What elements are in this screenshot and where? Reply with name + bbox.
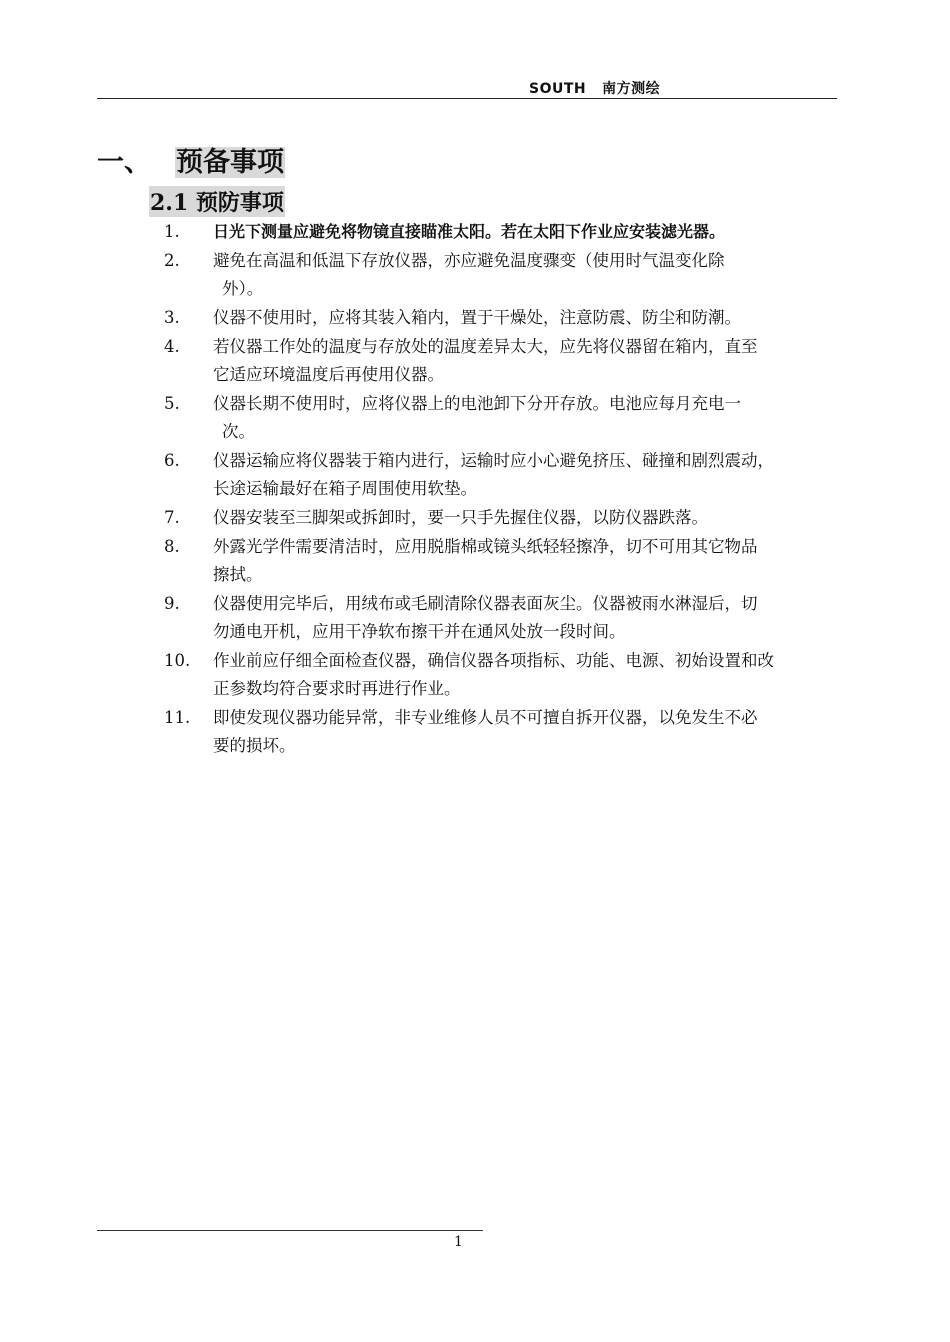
chapter-title: 预备事项	[176, 147, 284, 178]
list-item-number: 1.	[164, 222, 180, 241]
list-item	[0, 504, 950, 532]
list-item-text	[213, 218, 845, 246]
list-item-line: 擦拭。	[213, 565, 263, 584]
section-heading: 2.1 预防事项	[149, 186, 285, 217]
list-item	[0, 304, 950, 332]
list-item-line: 避免在高温和低温下存放仪器，亦应避免温度骤变（使用时气温变化除	[213, 251, 725, 270]
list-item-number: 3.	[164, 308, 180, 327]
list-item-number: 2.	[164, 251, 180, 270]
list-item-line: 作业前应仔细全面检查仪器，确信仪器各项指标、功能、电源、初始设置和改	[213, 651, 774, 670]
list-item-text	[213, 590, 845, 646]
list-item-text	[213, 704, 845, 760]
list-item	[0, 590, 950, 646]
list-item	[0, 533, 950, 589]
list-item-text	[213, 533, 845, 589]
list-item	[0, 647, 950, 703]
list-item-line: 正参数均符合要求时再进行作业。	[213, 679, 461, 698]
list-item-line: 即使发现仪器功能异常，非专业维修人员不可擅自拆开仪器，以免发生不必	[213, 708, 758, 727]
list-item-text	[213, 390, 845, 446]
list-item-number: 11.	[164, 708, 191, 727]
list-item-text	[213, 447, 845, 503]
list-item-number: 7.	[164, 508, 180, 527]
precautions-list	[0, 218, 950, 761]
brand-cn: 南方测绘	[602, 81, 661, 97]
list-item-line: 它适应环境温度后再使用仪器。	[213, 365, 444, 384]
list-item-number: 10.	[164, 651, 191, 670]
list-item-number: 4.	[164, 337, 180, 356]
page-number: 1	[454, 1234, 463, 1250]
list-item-number: 6.	[164, 451, 180, 470]
list-item-line: 日光下测量应避免将物镜直接瞄准太阳。若在太阳下作业应安装滤光器。	[213, 222, 726, 241]
list-item-line: 仪器安装至三脚架或拆卸时，要一只手先握住仪器，以防仪器跌落。	[213, 508, 708, 527]
list-item-number: 5.	[164, 394, 180, 413]
list-item-line: 若仪器工作处的温度与存放处的温度差异太大，应先将仪器留在箱内，直至	[213, 337, 758, 356]
list-item	[0, 447, 950, 503]
list-item-line: 仪器使用完毕后，用绒布或毛刷清除仪器表面灰尘。仪器被雨水淋湿后，切	[213, 594, 758, 613]
list-item-text	[213, 304, 845, 332]
list-item-text	[213, 333, 845, 389]
list-item-line: 勿通电开机，应用干净软布擦干并在通风处放一段时间。	[213, 622, 626, 641]
list-item	[0, 218, 950, 246]
list-item	[0, 390, 950, 446]
list-item	[0, 333, 950, 389]
page-header	[97, 76, 837, 99]
chapter-number: 一、	[97, 147, 151, 178]
footer-divider	[97, 1230, 483, 1231]
list-item-line: 仪器运输应将仪器装于箱内进行，运输时应小心避免挤压、碰撞和剧烈震动，	[213, 451, 774, 470]
list-item	[0, 247, 950, 303]
list-item-line: 外）。	[222, 279, 264, 298]
list-item-line: 外露光学件需要清洁时，应用脱脂棉或镜头纸轻轻擦净，切不可用其它物品	[213, 537, 758, 556]
list-item-text	[213, 647, 845, 703]
header-brand	[529, 78, 660, 98]
list-item	[0, 704, 950, 760]
list-item-number: 8.	[164, 537, 180, 556]
list-item-number: 9.	[164, 594, 180, 613]
chapter-heading	[97, 140, 285, 179]
list-item-text	[213, 504, 845, 532]
brand-en: SOUTH	[529, 81, 587, 97]
list-item-text	[213, 247, 845, 303]
list-item-line: 仪器长期不使用时，应将仪器上的电池卸下分开存放。电池应每月充电一	[213, 394, 741, 413]
list-item-line: 要的损坏。	[213, 736, 296, 755]
list-item-line: 长途运输最好在箱子周围使用软垫。	[213, 479, 477, 498]
list-item-line: 仪器不使用时，应将其装入箱内，置于干燥处，注意防震、防尘和防潮。	[213, 308, 741, 327]
list-item-line: 次。	[222, 422, 255, 441]
